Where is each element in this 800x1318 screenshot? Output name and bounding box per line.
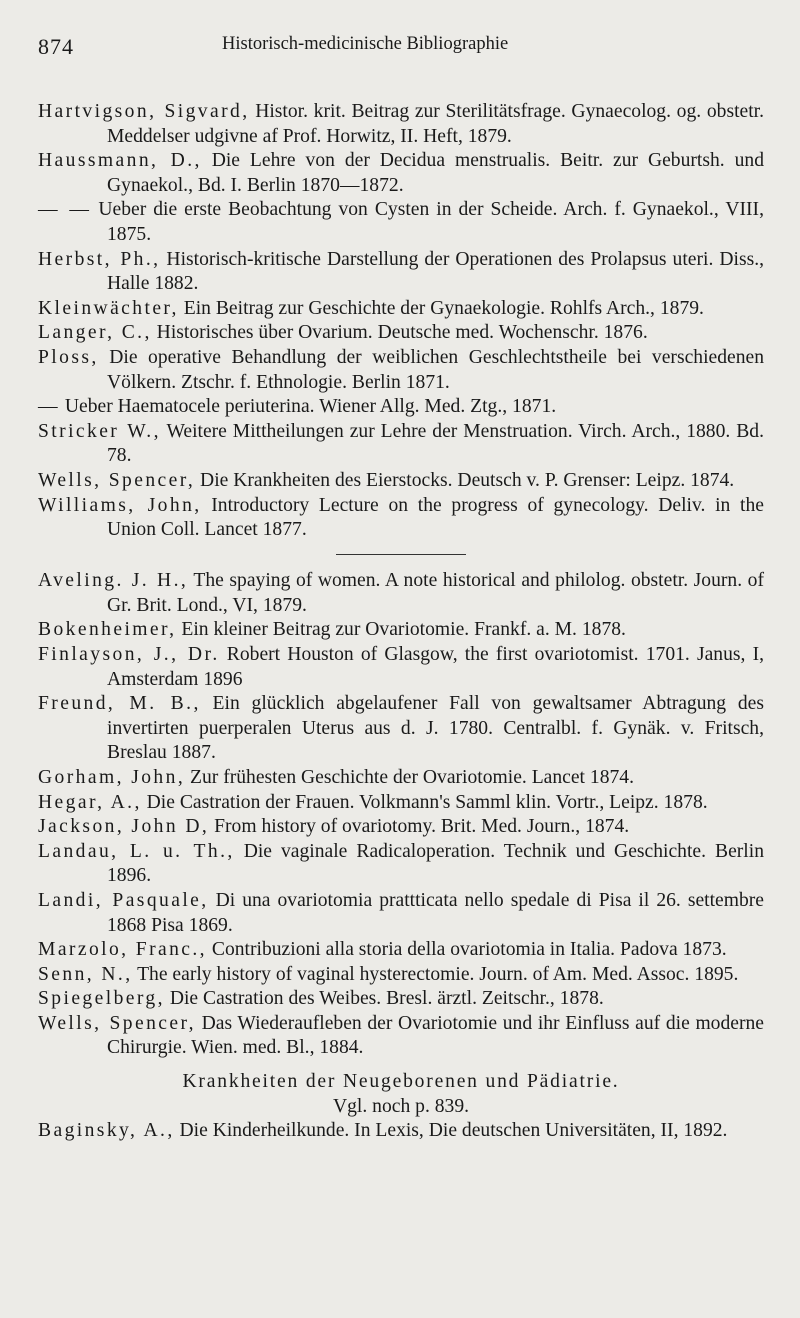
bibliography-entry <box>38 494 764 543</box>
entry-author: Baginsky, A., <box>38 1120 175 1142</box>
entry-author: Aveling. J. H., <box>38 570 189 592</box>
entry-text: Introductory Lecture on the progress of gynecology. Deliv. in the Union Coll. Lancet 1877. <box>107 494 764 541</box>
bibliography-entry <box>38 618 764 643</box>
entry-author: Wells, Spencer, <box>38 1012 196 1034</box>
bibliography-entry <box>38 297 764 322</box>
bibliography-entry <box>38 198 764 247</box>
entry-author: Ploss, <box>38 346 99 368</box>
page-number: 874 <box>38 34 74 59</box>
entry-text: Die Castration des Weibes. Bresl. ärztl. Zeitschr., 1878. <box>164 988 604 1010</box>
section-heading: Krankheiten der Neugeborenen und Pädiatrie. <box>182 1071 620 1093</box>
entry-author: Wells, Spencer, <box>38 469 196 491</box>
entry-text: Ueber Haematocele periuterina. Wiener Allg. Med. Ztg., 1871. <box>60 396 557 418</box>
bibliography-entry <box>38 766 764 791</box>
entry-text: From history of ovariotomy. Brit. Med. Journ., 1874. <box>209 816 630 838</box>
entry-author: Jackson, John D, <box>38 816 210 838</box>
bibliography-entry <box>38 420 764 469</box>
bibliography-entry <box>38 791 764 816</box>
bibliography-entry <box>38 469 764 494</box>
entry-text: Contribuzioni alla storia della ovariotomia in Italia. Padova 1873. <box>206 939 727 961</box>
entry-author: Langer, C., <box>38 322 152 344</box>
entry-author: Haussmann, D., <box>38 150 202 172</box>
entry-text: Ein Beitrag zur Geschichte der Gynaekologie. Rohlfs Arch., 1879. <box>178 297 704 319</box>
page-header <box>38 26 764 60</box>
entry-author: Finlayson, J., Dr. <box>38 643 220 665</box>
bibliography-entry <box>38 346 764 395</box>
bibliography-entry <box>38 569 764 618</box>
entry-text: Historisches über Ovarium. Deutsche med. Wochenschr. 1876. <box>151 322 648 344</box>
running-title: Historisch-medicinische Bibliographie <box>222 34 509 54</box>
bibliography-entry <box>38 321 764 346</box>
bibliography-entry <box>38 938 764 963</box>
entry-text: Ein glücklich abgelaufener Fall von gewaltsamer Abtragung des invertirten puerperalen Uterus aus d. J. 1780. Centralbl. f. Gynäk. v. Fritsch, Breslau 1887. <box>107 693 764 764</box>
entry-author: — <box>38 396 60 418</box>
bibliography-entry <box>38 149 764 198</box>
entry-text: Historisch-kritische Darstellung der Operationen des Prolapsus uteri. Diss., Halle 1882. <box>107 248 764 295</box>
entry-text: Die Lehre von der Decidua menstrualis. Beitr. zur Geburtsh. und Gynaekol., Bd. I. Berlin 1870—1872. <box>107 150 764 196</box>
bibliography-entry <box>38 692 764 766</box>
entry-text: The spaying of women. A note historical and philolog. obstetr. Journ. of Gr. Brit. Lond., VI, 1879. <box>107 570 764 616</box>
entry-text: Die Castration der Frauen. Volkmann's Samml klin. Vortr., Leipz. 1878. <box>141 791 708 813</box>
section-divider <box>336 554 466 556</box>
entry-text: Die operative Behandlung der weiblichen Geschlechtstheile bei verschiedenen Völkern. Ztschr. f. Ethnologie. Berlin 1871. <box>98 346 764 393</box>
entry-author: Hartvigson, Sigvard, <box>38 101 250 122</box>
entry-author: Senn, N., <box>38 963 133 985</box>
entry-text: Robert Houston of Glasgow, the first ovariotomist. 1701. Janus, I, Amsterdam 1896 <box>107 643 764 690</box>
bibliography-section-paediatrics <box>38 1069 764 1144</box>
bibliography-entry <box>38 1012 764 1061</box>
entry-author: Williams, John, <box>38 494 202 516</box>
entry-text: Ueber die erste Beobachtung von Cysten in der Scheide. Arch. f. Gynaekol., VIII, 1875. <box>91 199 764 245</box>
entry-author: Kleinwächter, <box>38 297 179 319</box>
bibliography-entry <box>38 963 764 988</box>
entry-text: Die vaginale Radicaloperation. Technik und Geschichte. Berlin 1896. <box>107 840 764 887</box>
entry-author: Landi, Pasquale, <box>38 889 209 911</box>
bibliography-entry <box>38 100 764 149</box>
entry-author: Spiegelberg, <box>38 988 165 1010</box>
section-cross-reference: Vgl. noch p. 839. <box>332 1096 470 1118</box>
entry-text: Di una ovariotomia prattticata nello spedale di Pisa il 26. settembre 1868 Pisa 1869. <box>107 889 765 936</box>
entry-text: The early history of vaginal hysterectomie. Journ. of Am. Med. Assoc. 1895. <box>132 963 739 985</box>
bibliography-entry <box>38 248 764 297</box>
entry-author: Marzolo, Franc., <box>38 939 207 961</box>
entry-text: Die Kinderheilkunde. In Lexis, Die deutschen Universitäten, II, 1892. <box>174 1120 728 1142</box>
entry-author: Bokenheimer, <box>38 619 177 641</box>
entry-text: Weitere Mittheilungen zur Lehre der Menstruation. Virch. Arch., 1880. Bd. 78. <box>107 420 764 467</box>
bibliography-entry <box>38 1119 764 1144</box>
entry-text: Ein kleiner Beitrag zur Ovariotomie. Frankf. a. M. 1878. <box>176 619 626 641</box>
entry-author: Freund, M. B., <box>38 693 201 715</box>
entry-text: Die Krankheiten des Eierstocks. Deutsch v. P. Grenser: Leipz. 1874. <box>195 469 735 491</box>
entry-author: Herbst, Ph., <box>38 248 161 270</box>
bibliography-entry <box>38 889 764 938</box>
bibliography-entry <box>38 987 764 1012</box>
entry-author: Hegar, A., <box>38 791 142 813</box>
entry-author: Stricker W., <box>38 420 161 442</box>
entry-text: Zur frühesten Geschichte der Ovariotomie. Lancet 1874. <box>185 766 634 788</box>
entry-author: Landau, L. u. Th., <box>38 840 235 862</box>
bibliography-section-ovariotomy <box>38 569 764 1061</box>
entry-author: Gorham, John, <box>38 766 186 788</box>
entry-text: Das Wiederaufleben der Ovariotomie und ihr Einfluss auf die moderne Chirurgie. Wien. med. Bl., 1884. <box>107 1012 764 1059</box>
bibliography-section-gynaecology <box>38 100 764 543</box>
entry-author: — — <box>38 199 92 221</box>
bibliography-entry <box>38 815 764 840</box>
bibliography-entry <box>38 643 764 692</box>
entry-text: Histor. krit. Beitrag zur Sterilitätsfrage. Gynaecolog. og. obstetr. Meddelser udgivne af Prof. Horwitz, II. Heft, 1879. <box>107 101 764 147</box>
bibliography-entry <box>38 840 764 889</box>
bibliography-entry <box>38 395 764 420</box>
